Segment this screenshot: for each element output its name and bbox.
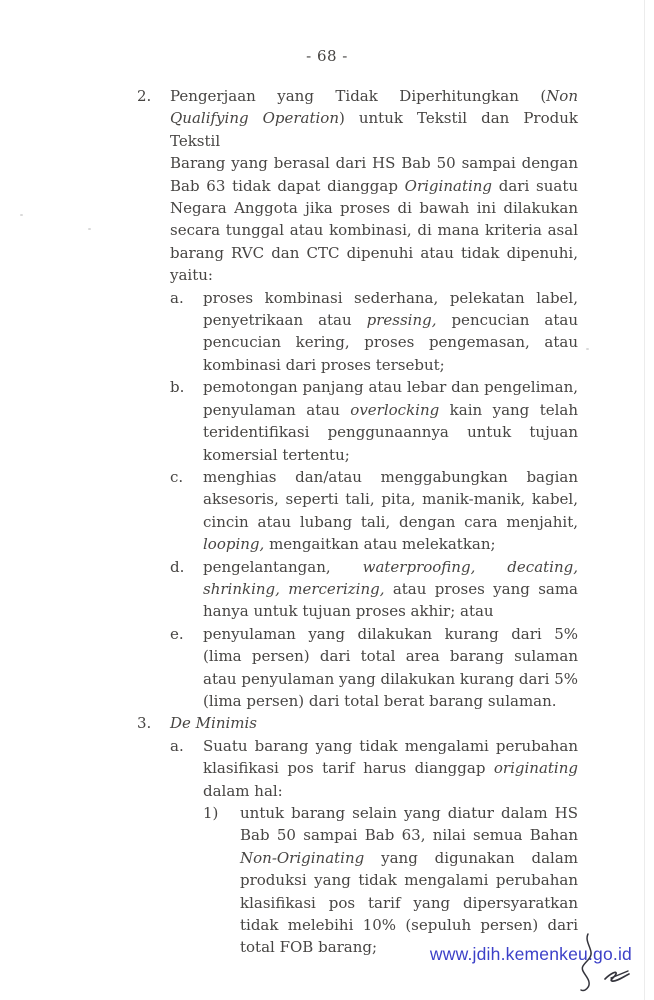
item-body bbox=[170, 85, 578, 712]
page-footer bbox=[430, 944, 632, 994]
item-marker: 2. bbox=[137, 87, 152, 105]
list-item-2c bbox=[170, 466, 578, 556]
list-item-3a1 bbox=[203, 802, 578, 959]
scan-speck bbox=[586, 348, 589, 350]
item-3a1-text: untuk barang selain yang diatur dalam HS Bab 50 sampai Bab 63, nilai semua Bahan Non-Originating yang digunakan dalam produksi yang tidak mengalami perubahan klasifikasi pos tarif yang dipersyaratkan tidak melebihi 10% (sepuluh persen) dari total FOB barang; bbox=[240, 804, 578, 957]
scan-speck bbox=[88, 228, 91, 230]
item-2-paragraph: Barang yang berasal dari HS Bab 50 sampai dengan Bab 63 tidak dapat dianggap Originating dari suatu Negara Anggota jika proses di bawah ini dilakukan secara tunggal atau kombinasi, di mana kriteria asal barang RVC dan CTC dipenuhi atau tidak dipenuhi, yaitu: bbox=[170, 154, 579, 285]
item-marker: e. bbox=[170, 624, 184, 643]
item-marker: a. bbox=[170, 288, 184, 307]
list-item-3a bbox=[170, 735, 578, 959]
item-marker: 1) bbox=[203, 804, 219, 822]
item-2d-text: pengelantangan, waterproofing, decating, shrinking, mercerizing, atau proses yang sama hanya untuk tujuan proses akhir; atau bbox=[203, 557, 578, 621]
item-marker: b. bbox=[170, 378, 185, 397]
page-number: - 68 - bbox=[306, 47, 348, 65]
item-3a-text: Suatu barang yang tidak mengalami perubahan klasifikasi pos tarif harus dianggap originating dalam hal: bbox=[203, 736, 578, 800]
document-content bbox=[137, 85, 578, 959]
item-marker: a. bbox=[170, 736, 184, 755]
item-marker: 3. bbox=[137, 714, 152, 733]
item-2c-text: menghias dan/atau menggabungkan bagian aksesoris, seperti tali, pita, manik-manik, kabel, cincin atau lubang tali, dengan cara menjahit, looping, mengaitkan atau melekatkan; bbox=[203, 467, 578, 554]
item-2e-text: penyulaman yang dilakukan kurang dari 5% (lima persen) dari total area barang sulaman atau penyulaman yang dilakukan kurang dari 5% (lima persen) dari total berat barang sulaman. bbox=[203, 624, 578, 710]
item-2b-text: pemotongan panjang atau lebar dan pengeliman, penyulaman atau overlocking kain yang telah teridentifikasi penggunaannya untuk tujuan komersial tertentu; bbox=[203, 378, 579, 464]
item-marker: d. bbox=[170, 557, 185, 576]
list-item-2a bbox=[170, 287, 578, 377]
list-item-2b bbox=[170, 376, 578, 466]
list-item-2e bbox=[170, 623, 578, 713]
scan-edge-shadow bbox=[644, 0, 645, 1000]
item-2a-text: proses kombinasi sederhana, pelekatan label, penyetrikaan atau pressing, pencucian atau pencucian kering, proses pengemasan, atau kombinasi dari proses tersebut; bbox=[203, 288, 578, 374]
item-body bbox=[170, 712, 578, 958]
list-item-2d bbox=[170, 556, 578, 623]
item-marker: c. bbox=[170, 467, 184, 486]
item-3-heading: De Minimis bbox=[170, 714, 258, 733]
item-2-heading: Pengerjaan yang Tidak Diperhitungkan (Non Qualifying Operation) untuk Tekstil dan Produk Tekstil bbox=[170, 87, 578, 150]
scan-speck bbox=[20, 214, 23, 216]
jdih-link[interactable]: www.jdih.kemenkeu.go.id bbox=[429, 944, 632, 964]
list-item-2 bbox=[137, 85, 578, 712]
list-item-3 bbox=[137, 712, 578, 958]
